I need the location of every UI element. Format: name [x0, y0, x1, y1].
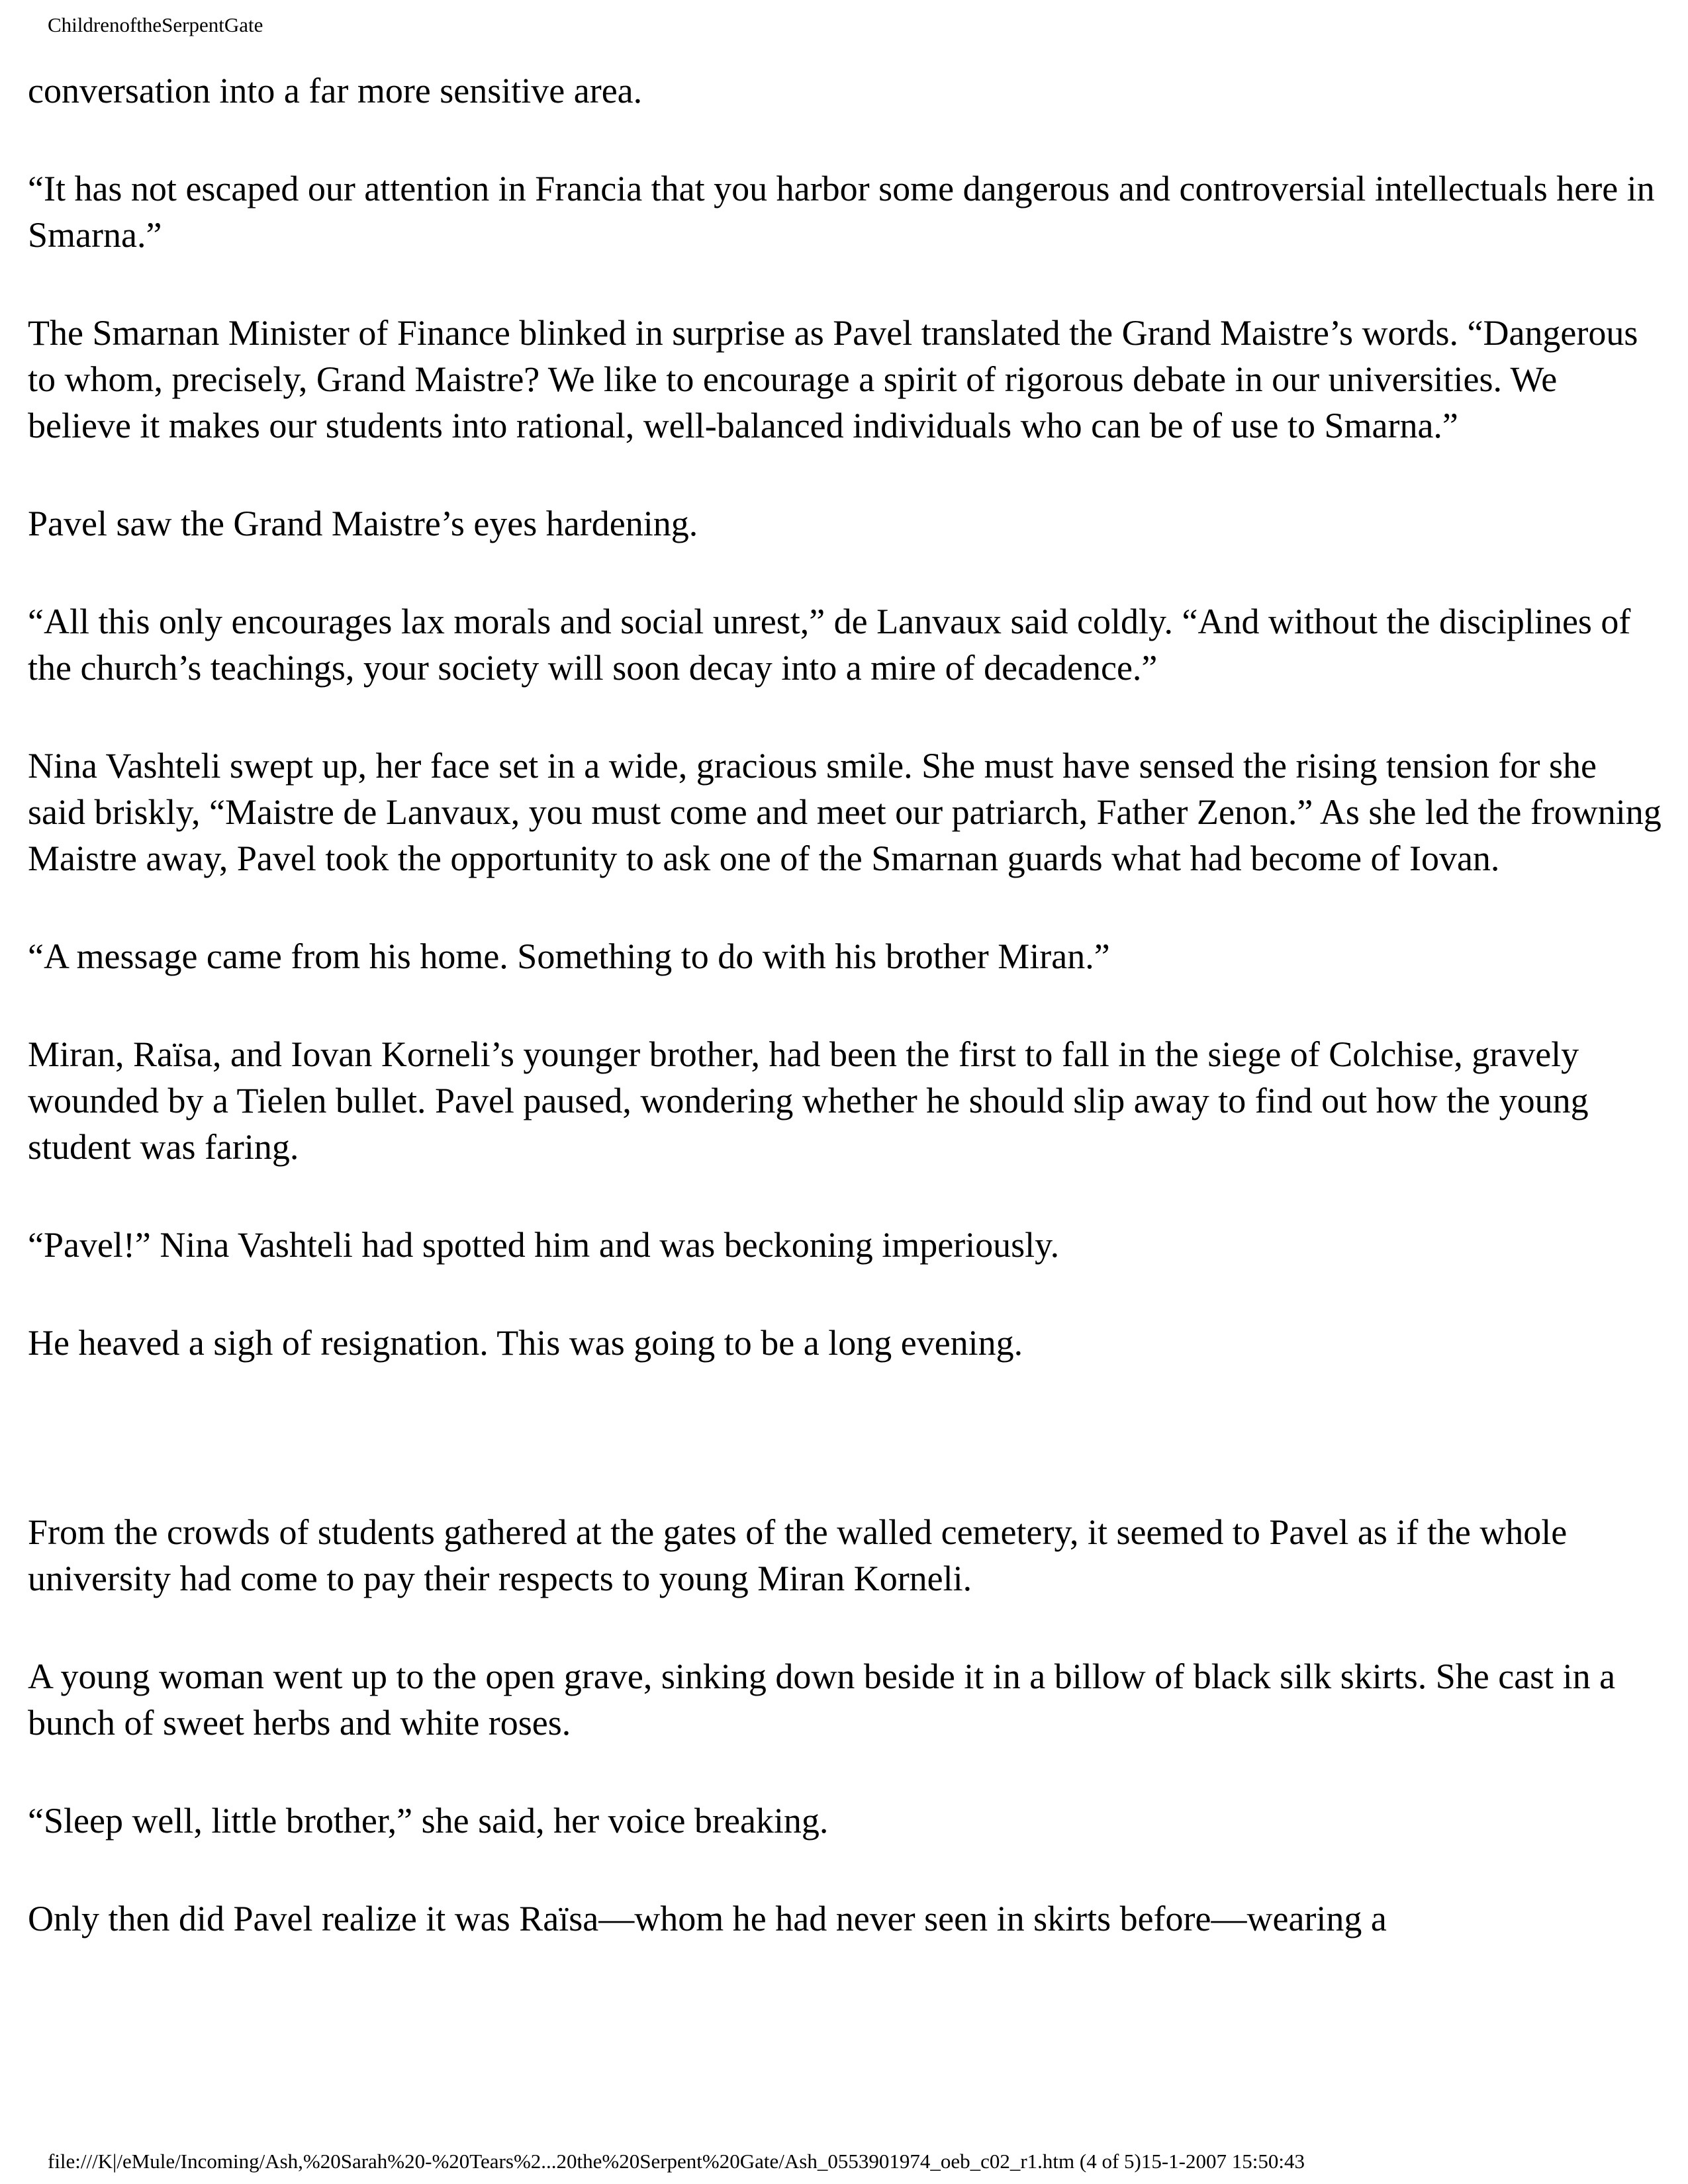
document-body [28, 68, 1663, 1993]
paragraph: “All this only encourages lax morals and social unrest,” de Lanvaux said coldly. “And without the disciplines of the church’s teachings, your society will soon decay into a mire of decadence.” [28, 602, 1631, 688]
paragraph: Miran, Raïsa, and Iovan Korneli’s younger brother, had been the first to fall in the siege of Colchise, gravely wounded by a Tielen bullet. Pavel paused, wondering whether he should slip away to find out how the young student was faring. [28, 1034, 1589, 1167]
paragraph: “Pavel!” Nina Vashteli had spotted him and was beckoning imperiously. [28, 1225, 1060, 1265]
page-header-title: ChildrenoftheSerpentGate [48, 13, 263, 36]
paragraph: A young woman went up to the open grave, sinking down beside it in a billow of black silk skirts. She cast in a bunch of sweet herbs and white roses. [28, 1657, 1616, 1743]
paragraph: The Smarnan Minister of Finance blinked in surprise as Pavel translated the Grand Maistre’s words. “Dangerous to whom, precisely, Grand Maistre? We like to encourage a spirit of rigorous debate in our universities. We believe it makes our students into rational, well-balanced individuals who can be of use to Smarna.” [28, 313, 1638, 445]
paragraph: Nina Vashteli swept up, her face set in a wide, gracious smile. She must have sensed the rising tension for she said briskly, “Maistre de Lanvaux, you must come and meet our patriarch, Father Zenon.” As she led the frowning Maistre away, Pavel took the opportunity to ask one of the Smarnan guards what had become of Iovan. [28, 746, 1662, 878]
paragraph: From the crowds of students gathered at the gates of the walled cemetery, it seemed to Pavel as if the whole university had come to pay their respects to young Miran Korneli. [28, 1512, 1568, 1598]
paragraph: He heaved a sigh of resignation. This was going to be a long evening. [28, 1323, 1023, 1363]
page-footer-file-path: file:///K|/eMule/Incoming/Ash,%20Sarah%20-%20Tears%2...20the%20Serpent%20Gate/Ash_0553901974_oeb_c02_r1.htm (4 of 5)15-1-2007 15:50:43 [48, 2150, 1305, 2173]
paragraph: “It has not escaped our attention in Francia that you harbor some dangerous and controversial intellectuals here in Smarna.” [28, 169, 1655, 255]
paragraph: Pavel saw the Grand Maistre’s eyes hardening. [28, 504, 698, 543]
paragraph: “Sleep well, little brother,” she said, her voice breaking. [28, 1801, 829, 1841]
paragraph: “A message came from his home. Something to do with his brother Miran.” [28, 936, 1110, 976]
paragraph: Only then did Pavel realize it was Raïsa—whom he had never seen in skirts before—wearing a [28, 1899, 1387, 1938]
paragraph: conversation into a far more sensitive area. [28, 71, 643, 111]
